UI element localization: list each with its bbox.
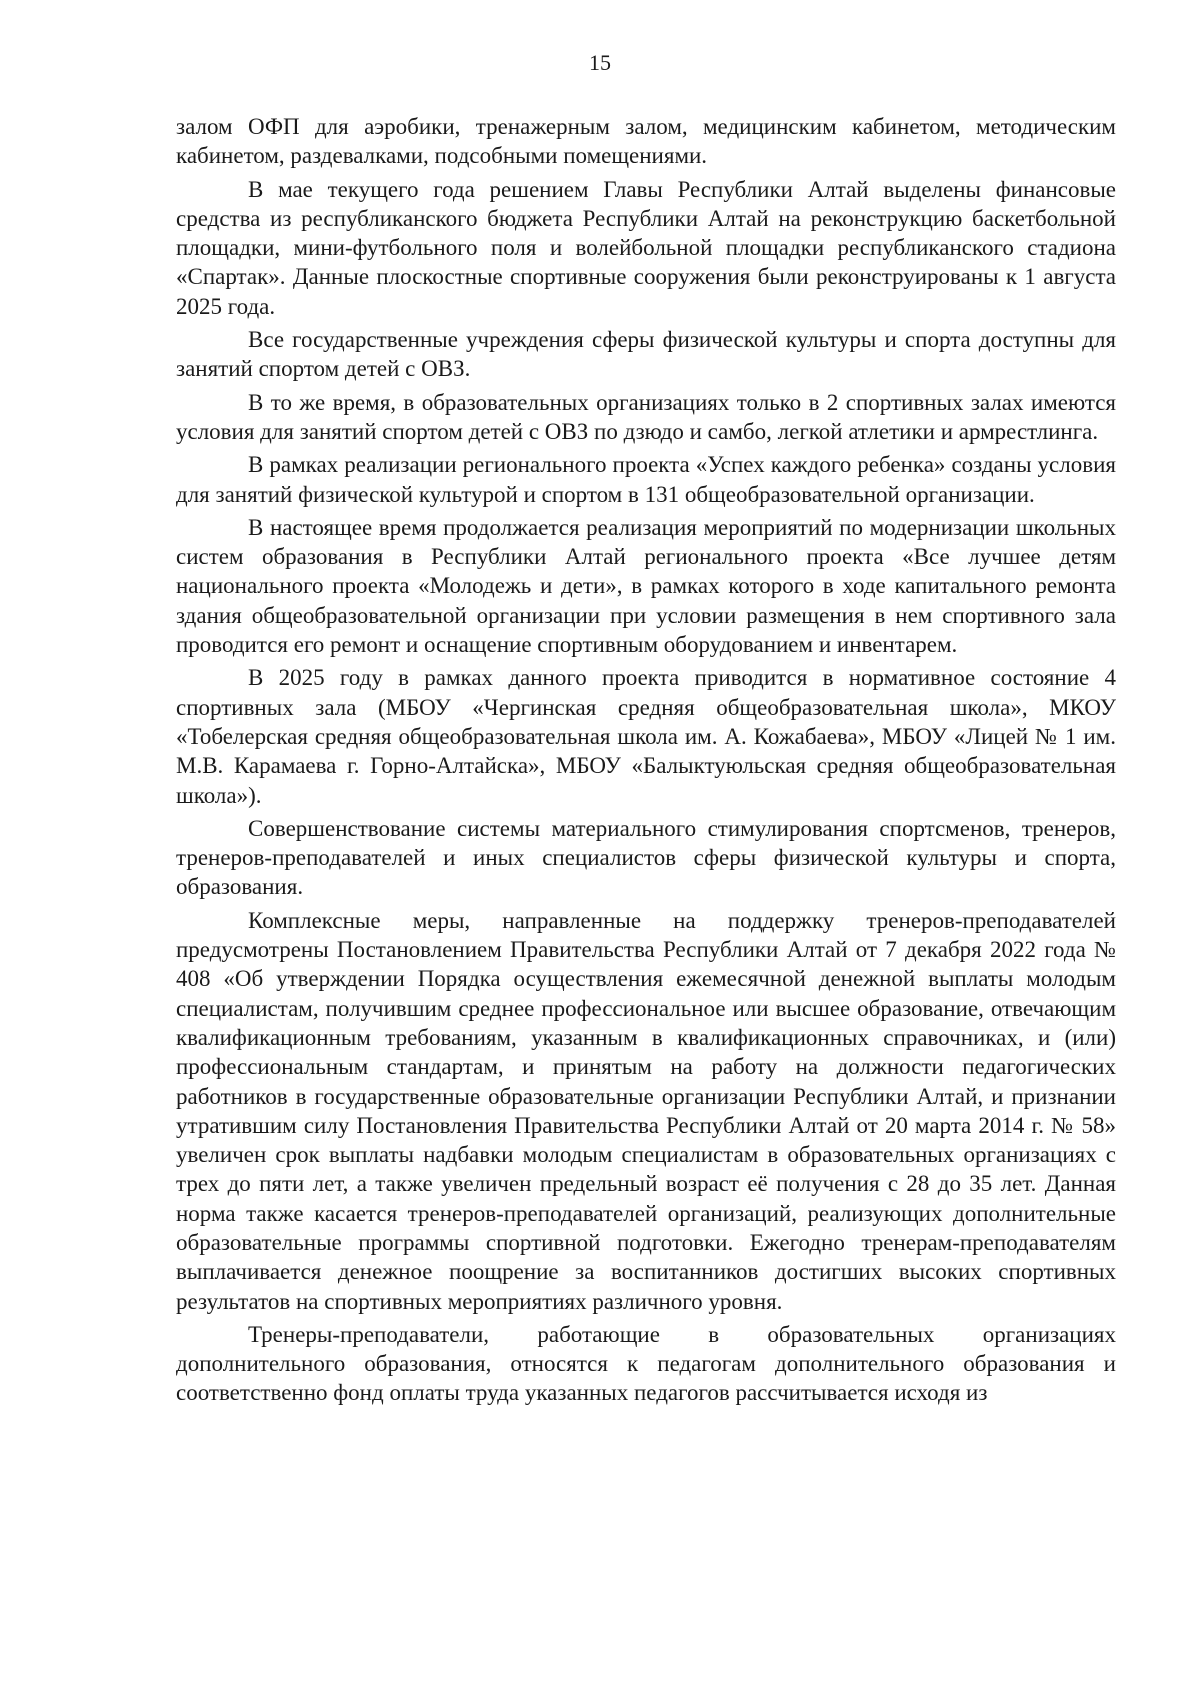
paragraph-7: В 2025 году в рамках данного проекта приводится в нормативное состояние 4 спортивных зала (МБОУ «Чергинская средняя общеобразовательная школа», МКОУ «Тобелерская средняя общеобразовательная школа им. А. Кожабаева», МБОУ «Лицей № 1 им. М.В. Карамаева г. Горно-Алтайска», МБОУ «Балыктуюльская средняя общеобразовательная школа»). (176, 665, 1116, 808)
page-number: 15 (589, 50, 611, 75)
paragraph-6: В настоящее время продолжается реализация мероприятий по модернизации школьных систем образования в Республики Алтай регионального проекта «Все лучшее детям национального проекта «Молодежь и дети», в рамках которого в ходе капитального ремонта здания общеобразовательной организации при условии размещения в нем спортивного зала проводится его ремонт и оснащение спортивным оборудованием и инвентарем. (176, 514, 1116, 658)
paragraph-8: Совершенствование системы материального стимулирования спортсменов, тренеров, тренеров-преподавателей и иных специалистов сферы физической культуры и спорта, образования. (176, 815, 1116, 900)
paragraph-2: В мае текущего года решением Главы Республики Алтай выделены финансовые средства из республиканского бюджета Республики Алтай на реконструкцию баскетбольной площадки, мини-футбольного поля и волейбольной площадки республиканского стадиона «Спартак». Данные плоскостные спортивные сооружения были реконструированы к 1 августа 2025 года. (176, 176, 1116, 319)
paragraph-9: Комплексные меры, направленные на поддержку тренеров-преподавателей предусмотрены Постановлением Правительства Республики Алтай от 7 декабря 2022 года № 408 «Об утверждении Порядка осуществления ежемесячной денежной выплаты молодым специалистам, получившим среднее профессиональное или высшее образование, отвечающим квалификационным требованиям, указанным в квалификационных справочниках, и (или) профессиональным стандартам, и принятым на работу на должности педагогических работников в государственные образовательные организации Республики Алтай, и признании утратившим силу Постановления Правительства Республики Алтай от 20 марта 2014 г. № 58» увеличен срок выплаты надбавки молодым специалистам в образовательных организациях с трех до пяти лет, а также увеличен предельный возраст её получения с 28 до 35 лет. Данная норма также касается тренеров-преподавателей организаций, реализующих дополнительные образовательные программы спортивной подготовки. Ежегодно тренерам-преподавателям выплачивается денежное поощрение за воспитанников достигших высоких спортивных результатов на спортивных мероприятиях различного уровня. (176, 907, 1116, 1314)
paragraph-5: В рамках реализации регионального проекта «Успех каждого ребенка» созданы условия для занятий физической культурой и спортом в 131 общеобразовательной организации. (176, 452, 1116, 507)
document-body (176, 112, 1116, 1412)
paragraph-1: залом ОФП для аэробики, тренажерным залом, медицинским кабинетом, методическим кабинетом, раздевалками, подсобными помещениями. (176, 114, 1116, 169)
paragraph-10: Тренеры-преподаватели, работающие в образовательных организациях дополнительного образования, относятся к педагогам дополнительного образования и соответственно фонд оплаты труда указанных педагогов рассчитывается исходя из (176, 1321, 1116, 1406)
paragraph-4: В то же время, в образовательных организациях только в 2 спортивных залах имеются условия для занятий спортом детей с ОВЗ по дзюдо и самбо, легкой атлетики и армрестлинга. (176, 389, 1116, 444)
paragraph-3: Все государственные учреждения сферы физической культуры и спорта доступны для занятий спортом детей с ОВЗ. (176, 327, 1116, 382)
